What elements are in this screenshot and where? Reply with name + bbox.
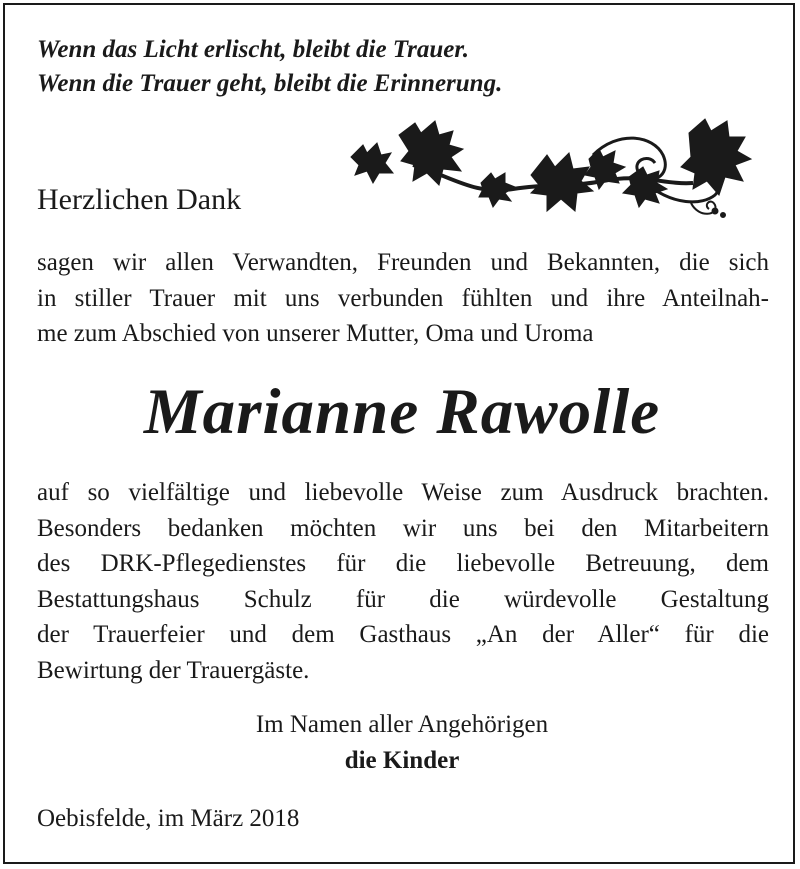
intro-line-3: me zum Abschied von unserer Mutter, Oma und Uroma bbox=[37, 320, 594, 347]
thanks-heading: Herzlichen Dank bbox=[37, 183, 242, 216]
intro-paragraph bbox=[37, 245, 769, 352]
body-line-6: Bewirtung der Trauergäste. bbox=[37, 656, 310, 684]
obituary-notice bbox=[3, 3, 795, 864]
body-paragraph bbox=[37, 475, 769, 688]
place-date: Oebisfelde, im März 2018 bbox=[37, 805, 300, 832]
signed-by: die Kinder bbox=[344, 747, 460, 774]
body-line-1: auf so vielfältige und liebevolle Weise zum Ausdruck brachten. bbox=[37, 479, 769, 506]
motto-line-2: Wenn die Trauer geht, bleibt die Erinnerung. bbox=[37, 70, 503, 97]
intro-line-1: sagen wir allen Verwandten, Freunden und Bekannten, die sich bbox=[37, 249, 769, 276]
intro-line-2: in stiller Trauer mit uns verbunden fühlten und ihre Anteilnah- bbox=[37, 284, 769, 312]
body-line-3: des DRK-Pflegedienstes für die liebevolle Betreuung, dem bbox=[37, 550, 769, 577]
deceased-name: Marianne Rawolle bbox=[143, 376, 661, 448]
body-line-4: Bestattungshaus Schulz für die würdevolle Gestaltung bbox=[37, 585, 769, 613]
motto-line-1: Wenn das Licht erlischt, bleibt die Trauer. bbox=[37, 36, 469, 63]
body-line-5: der Trauerfeier und dem Gasthaus „An der Aller“ für die bbox=[37, 621, 769, 648]
grapevine-leaves-icon bbox=[343, 115, 763, 227]
on-behalf-line: Im Namen aller Angehörigen bbox=[255, 711, 549, 738]
body-line-2: Besonders bedanken möchten wir uns bei den Mitarbeitern bbox=[37, 514, 769, 542]
